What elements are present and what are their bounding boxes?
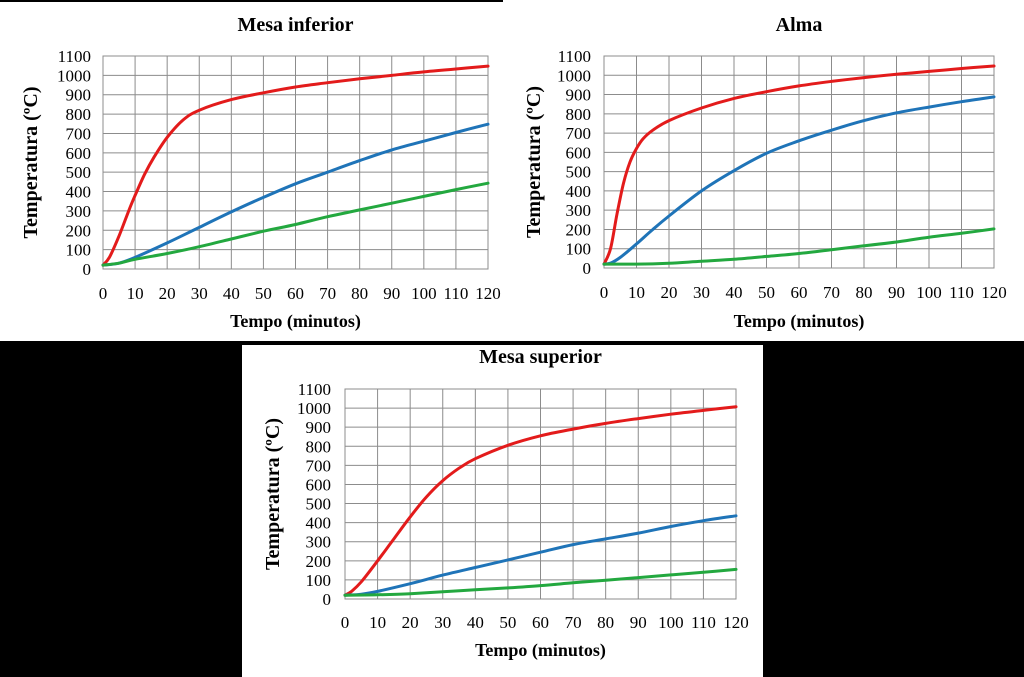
y-tick-label: 1100 [557, 47, 591, 66]
y-tick-label: 1000 [57, 66, 91, 86]
y-axis-label: Temperatura (ºC) [20, 86, 42, 239]
y-tick-label: 400 [305, 513, 331, 533]
y-tick-label: 100 [565, 239, 591, 259]
y-tick-label: 1000 [297, 399, 331, 419]
y-tick-label: 800 [305, 437, 331, 457]
y-tick-label: 600 [305, 475, 331, 495]
x-axis-label: Tempo (minutos) [733, 311, 865, 331]
y-tick-label: 100 [65, 240, 91, 260]
y-axis-label: Temperatura (ºC) [262, 418, 284, 570]
chart-title: Mesa inferior [237, 14, 354, 36]
y-tick-label: 100 [305, 570, 331, 590]
y-tick-label: 0 [582, 259, 591, 278]
y-axis-label: Temperatura (ºC) [523, 86, 545, 238]
y-tick-label: 300 [65, 201, 91, 221]
x-tick-label: 110 [443, 284, 469, 303]
x-tick-label: 80 [351, 284, 369, 303]
y-tick-label: 0 [82, 260, 91, 279]
x-tick-label: 40 [725, 283, 743, 302]
x-tick-label: 20 [401, 613, 419, 632]
x-tick-label: 50 [499, 613, 517, 632]
x-tick-label: 30 [190, 284, 208, 303]
x-tick-label: 100 [658, 613, 684, 632]
x-axis-label: Tempo (minutos) [230, 311, 361, 331]
x-tick-label: 100 [916, 283, 942, 302]
x-tick-label: 0 [98, 284, 108, 303]
y-tick-label: 900 [65, 85, 91, 105]
y-tick-label: 700 [65, 124, 91, 144]
y-tick-label: 200 [65, 221, 91, 241]
x-tick-label: 60 [532, 613, 549, 632]
y-tick-label: 700 [565, 124, 591, 144]
y-tick-label: 1000 [557, 66, 591, 86]
x-tick-label: 80 [855, 283, 873, 302]
chart-panel-mesa-inferior [0, 0, 503, 341]
y-tick-label: 1100 [297, 380, 331, 399]
chart-panel-mesa-superior [242, 345, 763, 677]
y-tick-label: 0 [322, 590, 331, 609]
y-tick-label: 600 [65, 143, 91, 163]
x-tick-label: 30 [693, 283, 710, 302]
y-tick-label: 900 [565, 85, 591, 105]
x-tick-label: 110 [949, 283, 974, 302]
x-tick-label: 40 [222, 284, 240, 303]
chart-panel-alma [503, 0, 1024, 341]
y-tick-label: 400 [65, 182, 91, 202]
x-tick-label: 50 [254, 284, 272, 303]
x-tick-label: 0 [599, 283, 609, 302]
x-tick-label: 0 [340, 613, 350, 632]
x-tick-label: 90 [383, 284, 401, 303]
x-tick-label: 70 [564, 613, 582, 632]
x-tick-label: 120 [475, 284, 501, 303]
y-tick-label: 200 [305, 551, 331, 571]
y-tick-label: 300 [565, 201, 591, 221]
y-tick-label: 800 [565, 104, 591, 124]
y-tick-label: 500 [65, 163, 91, 183]
x-axis-label: Tempo (minutos) [475, 640, 606, 660]
x-tick-label: 70 [823, 283, 840, 302]
x-tick-label: 60 [287, 284, 304, 303]
x-tick-label: 100 [411, 284, 437, 303]
y-tick-label: 700 [305, 456, 331, 476]
y-tick-label: 1100 [57, 47, 91, 66]
x-tick-label: 40 [466, 613, 484, 632]
x-tick-label: 80 [597, 613, 615, 632]
x-tick-label: 90 [629, 613, 647, 632]
y-tick-label: 800 [65, 105, 91, 125]
y-tick-label: 600 [565, 143, 591, 163]
x-tick-label: 60 [790, 283, 808, 302]
y-tick-label: 200 [565, 220, 591, 240]
chart-title: Alma [775, 14, 823, 36]
line-chart-alma [503, 0, 1024, 341]
x-tick-label: 120 [981, 283, 1007, 302]
x-tick-label: 30 [434, 613, 452, 632]
y-tick-label: 500 [565, 162, 591, 182]
x-tick-label: 10 [628, 283, 645, 302]
x-tick-label: 10 [369, 613, 387, 632]
y-tick-label: 500 [305, 494, 331, 514]
x-tick-label: 10 [126, 284, 144, 303]
x-tick-label: 20 [158, 284, 176, 303]
x-tick-label: 120 [723, 613, 749, 632]
x-tick-label: 70 [319, 284, 337, 303]
x-tick-label: 90 [888, 283, 905, 302]
line-chart-mesa-superior [242, 345, 763, 677]
line-chart-mesa-inferior [0, 0, 503, 341]
x-tick-label: 20 [660, 283, 678, 302]
x-tick-label: 50 [758, 283, 775, 302]
chart-title: Mesa superior [479, 346, 602, 368]
x-tick-label: 110 [690, 613, 716, 632]
y-tick-label: 300 [305, 532, 331, 552]
y-tick-label: 900 [305, 418, 331, 438]
y-tick-label: 400 [565, 181, 591, 201]
